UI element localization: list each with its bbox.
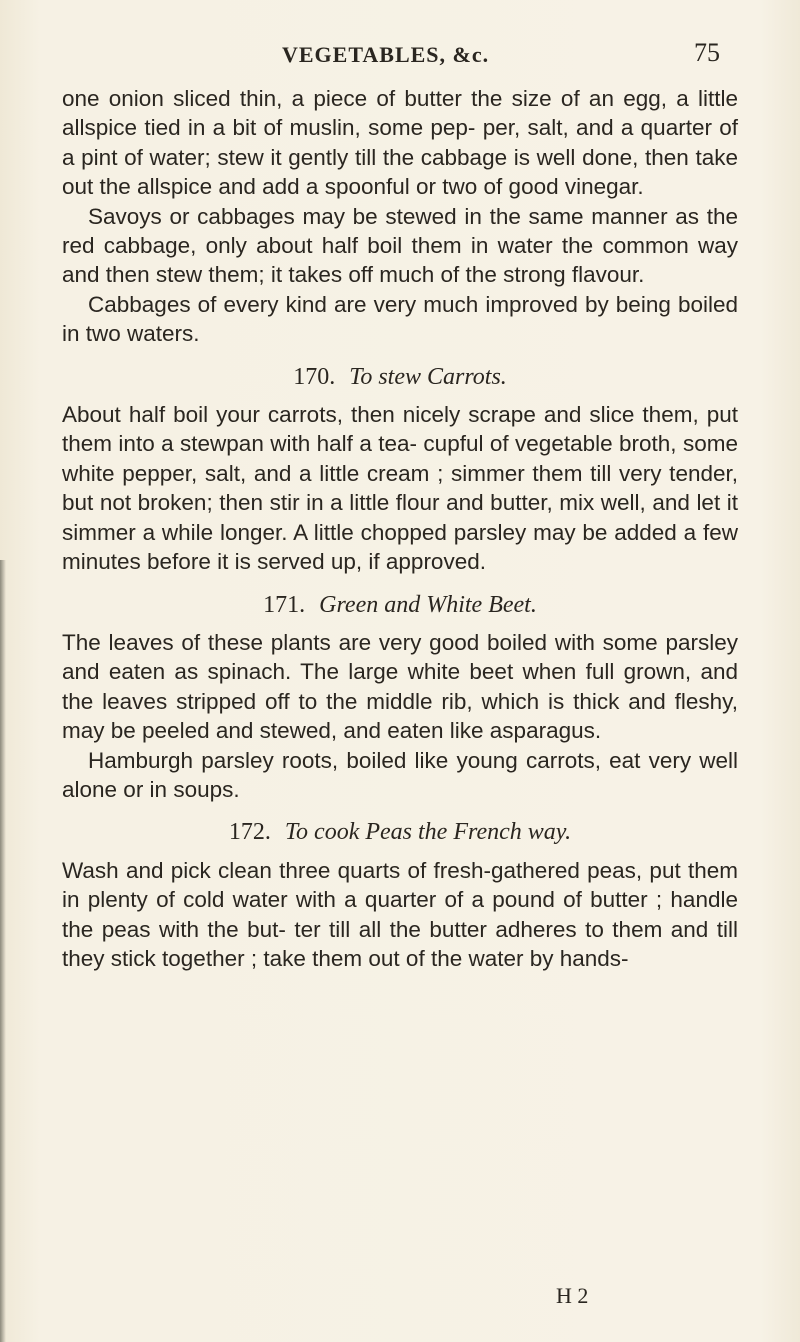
recipe-number: 172. — [228, 819, 271, 846]
recipe-heading-172 — [62, 818, 738, 847]
paragraph: The leaves of these plants are very good boiled with some parsley and eaten as spinach. The large white beet when full grown, and the leaves stripped off to the middle rib, which is thick and fleshy, may be peeled and stewed, and eaten like asparagus. — [62, 629, 738, 744]
spine-shadow — [0, 560, 6, 1342]
paragraph: About half boil your carrots, then nicely scrape and slice them, put them into a stewpan with half a tea- cupful of vegetable broth, some white pepper, salt, and a little cream ; simmer them till very tender, but not broken; then stir in a little flour and butter, mix well, and let it simmer a while longer. A little chopped parsley may be added a few minutes before it is served up, if approved. — [62, 402, 738, 575]
paragraph: Wash and pick clean three quarts of fresh-gathered peas, put them in plenty of cold water with a quarter of a pound of butter ; handle the peas with the but- ter till all the butter adheres to them and till they stick together ; take them out of the water by hands- — [62, 857, 738, 971]
recipe-title: To cook Peas the French way. — [284, 819, 572, 846]
paragraph: Savoys or cabbages may be stewed in the same manner as the red cabbage, only about half boil them in water the common way and then stew them; it takes off much of the strong flavour. — [62, 203, 738, 288]
running-head: VEGETABLES, &c. — [282, 42, 490, 67]
recipe-heading-170 — [62, 363, 738, 392]
paragraph: Cabbages of every kind are very much improved by being boiled in two waters. — [62, 291, 738, 347]
recipe-heading-171 — [62, 591, 738, 620]
signature-mark: H 2 — [556, 1283, 589, 1308]
recipe-number: 170. — [293, 363, 336, 390]
paragraph: one onion sliced thin, a piece of butter the size of an egg, a little allspice tied in a bit of muslin, some pep- per, salt, and a quarter of a pint of water; stew it gently till the cabbage is well done, then take out the allspice and add a spoonful or two of good vinegar. — [62, 86, 738, 200]
recipe-number: 171. — [263, 591, 306, 618]
recipe-title: To stew Carrots. — [349, 363, 507, 390]
body-text — [62, 84, 738, 973]
recipe-title: Green and White Beet. — [319, 591, 537, 618]
page-number: 75 — [694, 38, 720, 67]
paragraph: Hamburgh parsley roots, boiled like young carrots, eat very well alone or in soups. — [62, 747, 738, 802]
